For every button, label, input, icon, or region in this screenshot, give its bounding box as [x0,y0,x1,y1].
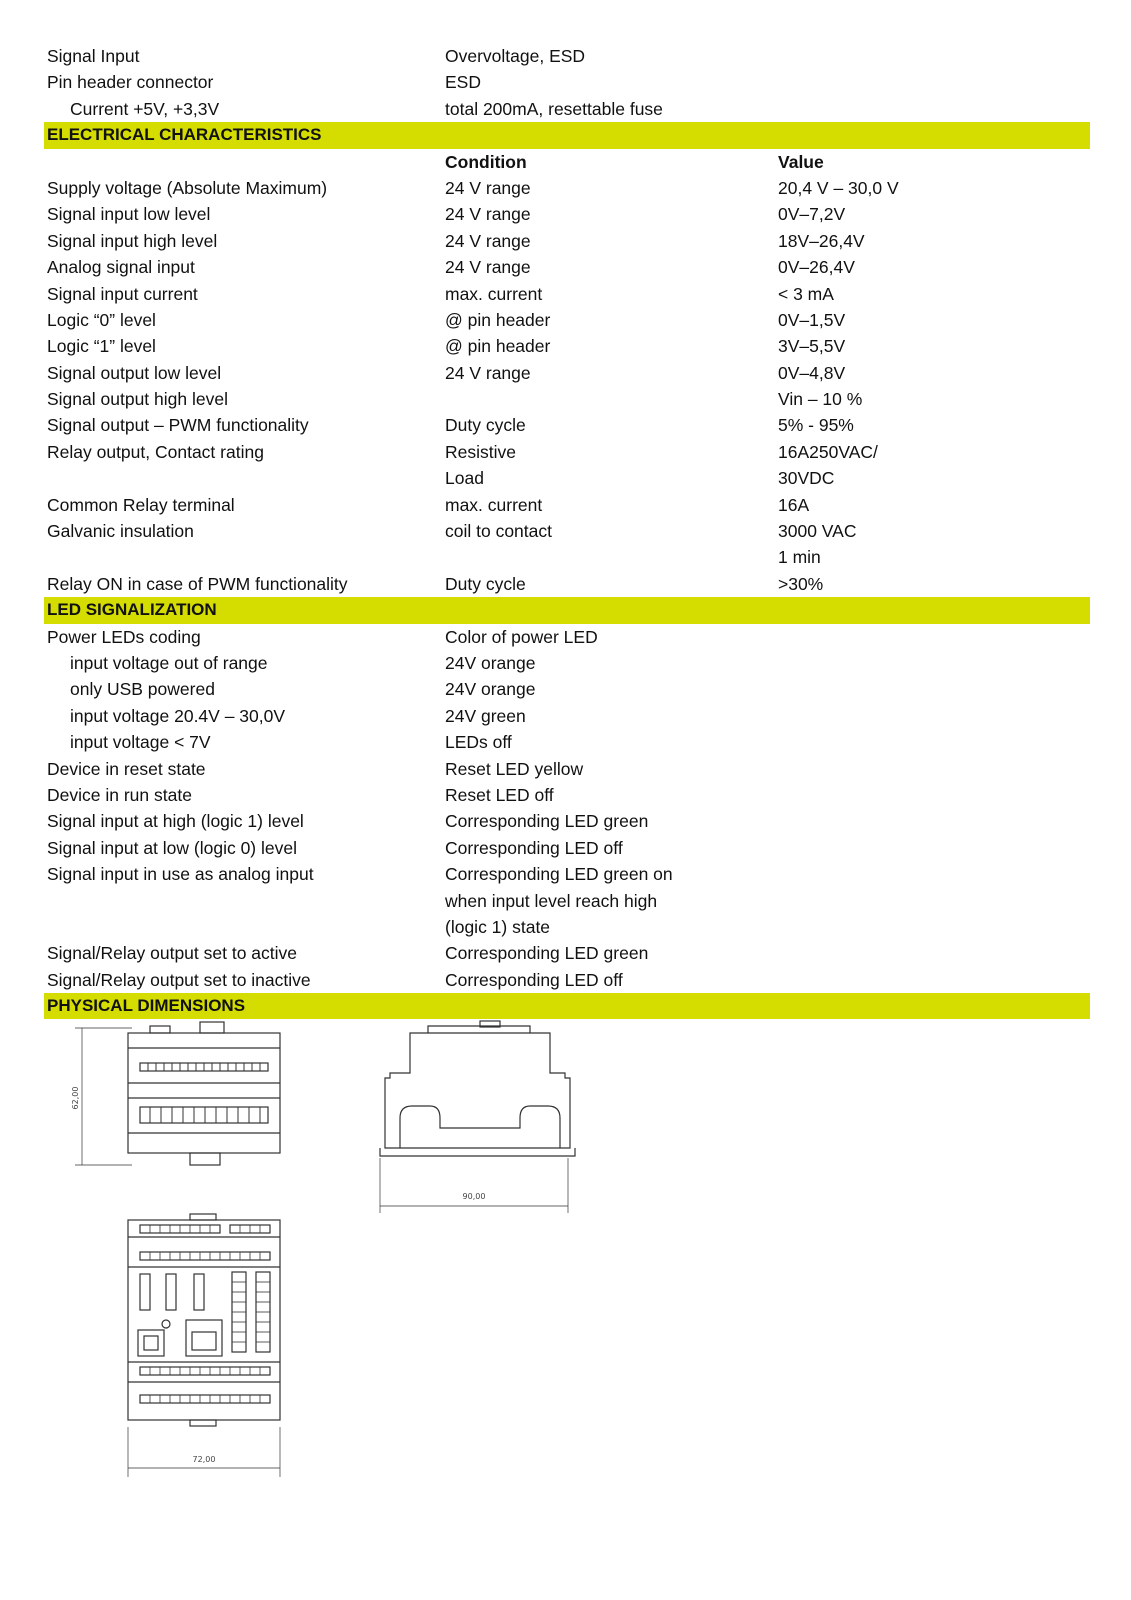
section-title: PHYSICAL DIMENSIONS [47,996,246,1016]
spec-row [44,96,1090,122]
table-row [44,544,1090,570]
table-row [44,439,1090,465]
dim-depth-label: 90,00 [462,1192,486,1201]
table-row [44,703,1090,729]
side-view-drawing [370,1018,595,1238]
param-condition: 24 V range [445,204,531,225]
led-label: input voltage 20.4V – 30,0V [70,705,286,726]
table-row [44,518,1090,544]
table-row [44,571,1090,597]
table-row [44,307,1090,333]
datasheet [44,43,1090,1019]
led-value: Reset LED yellow [445,758,584,779]
led-value: Corresponding LED green [445,811,649,832]
param-label: Relay ON in case of PWM functionality [47,573,348,594]
column-header-row [44,149,1090,175]
param-label: Signal output low level [47,362,222,383]
param-value: 5% - 95% [778,415,854,436]
table-row [44,492,1090,518]
param-value: 16A250VAC/ [778,441,878,462]
section-header-led [44,597,1090,623]
table-row [44,175,1090,201]
param-label: Signal input low level [47,204,211,225]
front-view-drawing [60,1018,300,1178]
param-condition: max. current [445,283,543,304]
table-row [44,386,1090,412]
top-view-drawing [120,1212,295,1512]
table-row [44,650,1090,676]
led-value: Corresponding LED off [445,837,623,858]
param-condition: @ pin header [445,336,551,357]
led-value: Corresponding LED off [445,969,623,990]
spec-label: Current +5V, +3,3V [70,98,220,119]
param-condition: @ pin header [445,309,551,330]
spec-label: Signal Input [47,46,140,66]
table-row [44,281,1090,307]
param-label: Logic “1” level [47,336,156,357]
param-condition: 24 V range [445,177,531,198]
param-value: 3V–5,5V [778,336,846,357]
param-value: 16A [778,494,810,515]
param-value: Vin – 10 % [778,389,863,410]
led-label: Signal/Relay output set to inactive [47,969,311,990]
spec-value: Overvoltage, ESD [445,46,586,66]
led-value: LEDs off [445,732,512,753]
param-condition: Duty cycle [445,573,526,594]
column-header-condition: Condition [445,151,527,172]
led-label: Signal input at low (logic 0) level [47,837,297,858]
section-title: LED SIGNALIZATION [47,600,217,620]
param-condition: 24 V range [445,230,531,251]
led-label: Signal input in use as analog input [47,864,314,885]
table-row [44,888,1090,914]
param-condition: max. current [445,494,543,515]
table-row [44,940,1090,966]
param-value: < 3 mA [778,283,834,304]
led-label: Device in run state [47,784,192,805]
led-label: input voltage out of range [70,652,268,673]
table-row [44,228,1090,254]
led-label: Signal input at high (logic 1) level [47,811,304,832]
param-label: Signal output – PWM functionality [47,415,309,436]
param-label: Relay output, Contact rating [47,441,264,462]
param-value: 18V–26,4V [778,230,865,251]
param-label: Supply voltage (Absolute Maximum) [47,177,328,198]
table-row [44,624,1090,650]
table-row [44,808,1090,834]
spec-value: total 200mA, resettable fuse [445,98,663,119]
led-value: Color of power LED [445,626,598,647]
table-row [44,967,1090,993]
dim-height-label: 62,00 [71,1086,80,1110]
param-condition: Load [445,468,484,489]
param-label: Signal input current [47,283,198,304]
led-label: only USB powered [70,679,215,700]
table-row [44,201,1090,227]
section-title: ELECTRICAL CHARACTERISTICS [47,125,322,145]
param-condition: Duty cycle [445,415,526,436]
param-value: 20,4 V – 30,0 V [778,177,899,198]
led-value: (logic 1) state [445,916,551,937]
table-row [44,756,1090,782]
table-row [44,412,1090,438]
led-value: Corresponding LED green on [445,864,673,885]
param-value: 1 min [778,547,821,568]
table-row [44,835,1090,861]
param-condition: 24 V range [445,362,531,383]
spec-row [44,69,1090,95]
param-value: >30% [778,573,824,594]
table-row [44,861,1090,887]
param-condition: coil to contact [445,521,552,542]
param-label: Analog signal input [47,257,195,278]
table-row [44,254,1090,280]
table-row [44,729,1090,755]
led-value: 24V orange [445,652,536,673]
led-value: Corresponding LED green [445,943,649,964]
param-condition: 24 V range [445,257,531,278]
param-value: 30VDC [778,468,835,489]
param-condition: Resistive [445,441,516,462]
led-value: 24V orange [445,679,536,700]
spec-label: Pin header connector [47,72,214,93]
led-value: Reset LED off [445,784,554,805]
led-label: Signal/Relay output set to active [47,943,298,964]
table-row [44,676,1090,702]
param-value: 0V–7,2V [778,204,846,225]
led-label: Device in reset state [47,758,206,779]
param-value: 0V–26,4V [778,257,855,278]
param-value: 3000 VAC [778,521,857,542]
dim-width-label: 72,00 [192,1455,216,1464]
column-header-value: Value [778,151,824,172]
spec-value: ESD [445,72,481,93]
table-row [44,914,1090,940]
spec-row [44,43,1090,69]
table-row [44,333,1090,359]
table-row [44,782,1090,808]
led-label: Power LEDs coding [47,626,201,647]
table-row [44,360,1090,386]
table-row [44,465,1090,491]
led-value: when input level reach high [445,890,658,911]
param-label: Galvanic insulation [47,521,194,542]
led-value: 24V green [445,705,526,726]
param-label: Logic “0” level [47,309,156,330]
param-value: 0V–1,5V [778,309,846,330]
param-label: Common Relay terminal [47,494,235,515]
section-header-electrical [44,122,1090,148]
section-header-physical [44,993,1090,1019]
param-label: Signal input high level [47,230,218,251]
param-value: 0V–4,8V [778,362,846,383]
led-label: input voltage < 7V [70,732,211,753]
param-label: Signal output high level [47,389,228,410]
